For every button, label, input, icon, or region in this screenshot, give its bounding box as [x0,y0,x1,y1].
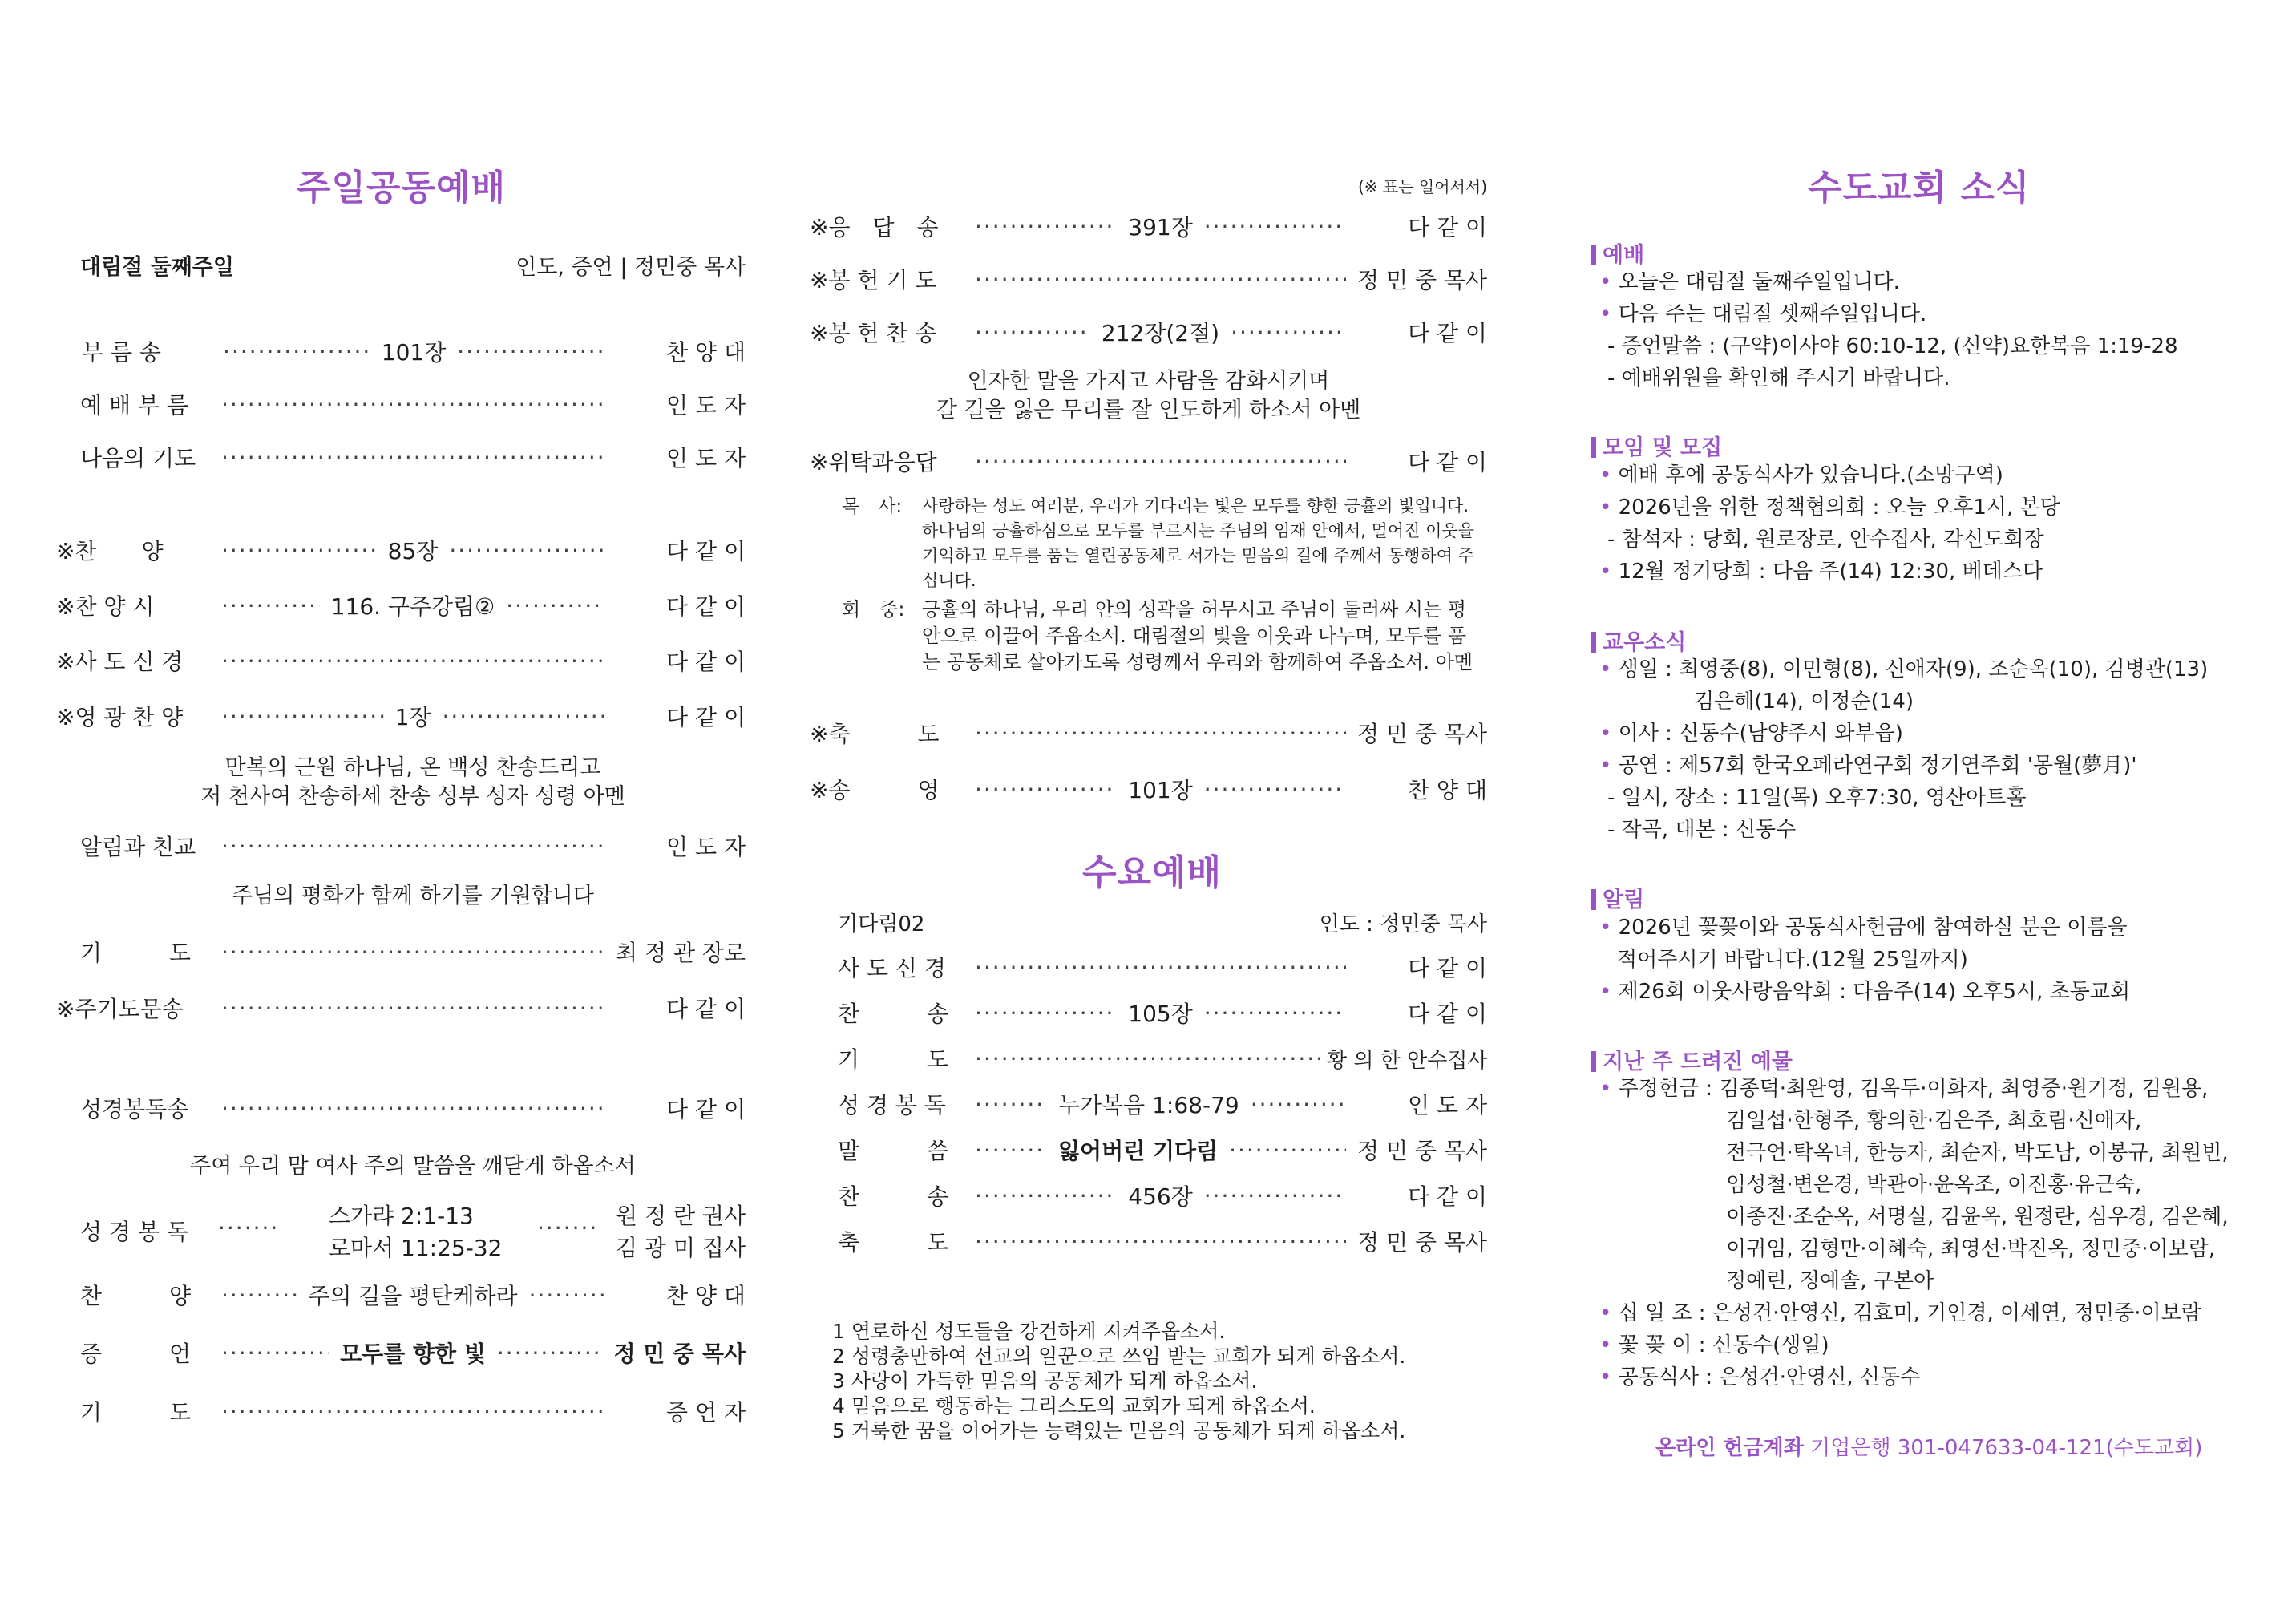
dots: ······· [218,1215,280,1241]
order-performer: 다 같 이 [666,996,746,1022]
scripture-prayer-line: 주여 우리 맘 여사 주의 말씀을 깨닫게 하옵소서 [190,1154,636,1179]
order-hymn: 391장 [1128,214,1193,241]
prayer-item: 3 사랑이 가득한 믿음의 공동체가 되게 하옵소서. [832,1369,1258,1393]
offering-prayer-line: 갈 길을 잃은 무리를 잘 인도하게 하소서 아멘 [936,398,1361,423]
sunday-worship-title: 주일공동예배 [297,168,507,208]
order-item [80,441,746,473]
order-label: 성경봉독송 [80,1096,189,1122]
order-performer: 인 도 자 [666,834,746,860]
order-item [838,1179,1487,1211]
pastor-label: 목 사: [842,496,903,517]
news-item: - 증언말씀 : (구약)이사야 60:10-12, (신약)요한복음 1:19-28 [1607,330,2178,362]
dots: ······· [537,1215,599,1241]
order-item [56,700,746,732]
order-hymn: 101장 [381,339,447,366]
order-performer: 다 같 이 [666,593,746,620]
order-item [810,717,1487,749]
leader-name: 인도, 증언 | 정민중 목사 [515,254,746,280]
prayer-item: 1 연로하신 성도들을 강건하게 지켜주옵소서. [832,1320,1226,1343]
order-hymn: 116. 구주강림② [330,593,495,620]
order-label: 성 경 봉 독 [838,1092,946,1118]
order-label: ※사 도 신 경 [56,649,184,675]
order-item [810,316,1487,348]
order-item [810,210,1487,242]
order-performer: 다 같 이 [1408,1001,1487,1027]
order-performer: 다 같 이 [666,649,746,675]
order-item [838,1134,1487,1166]
sermon-title: 잃어버린 기다림 [1058,1138,1219,1164]
news-item: • 주정헌금 : 김종덕·최완영, 김옥두·이화자, 최영중·원기정, 김원용, [1599,1073,2208,1105]
news-item: • 2026년 꽃꽂이와 공동식사헌금에 참여하실 분은 이름을 [1599,912,2128,944]
section-offerings: 지난 주 드려진 예물 [1591,1044,1793,1075]
order-item [56,992,746,1024]
order-item [80,830,746,862]
order-item [80,1395,746,1427]
order-label: ※찬 양 시 [56,593,155,620]
order-item [838,951,1487,983]
church-news-title: 수도교회 소식 [1808,168,2031,208]
order-label: ※봉 헌 기 도 [810,267,937,293]
news-item: - 참석자 : 당회, 원로장로, 안수집사, 각신도회장 [1607,524,2044,556]
news-item: • 꽃 꽂 이 : 신동수(생일) [1599,1329,1829,1361]
order-item [80,936,746,968]
order-item [80,1092,746,1124]
order-label: 말 씀 [838,1138,949,1164]
sunday-label [80,249,746,281]
news-item-continued: 김일섭·한형주, 황의한·김은주, 최호림·신애자, [1726,1109,2142,1133]
news-item-continued: 이귀임, 김형만·이혜숙, 최영선·박진옥, 정민중·이보람, [1726,1237,2216,1261]
news-item: • 공연 : 제57회 한국오페라연구회 정기연주회 '몽월(夢月)' [1599,750,2137,782]
news-item-continued: 김은혜(14), 이정순(14) [1694,690,1914,714]
news-item: • 제26회 이웃사랑음악회 : 다음주(14) 오후5시, 초동교회 [1599,976,2130,1008]
order-item [810,445,1487,477]
pastor-text: 사랑하는 성도 여러분, 우리가 기다리는 빛은 모두를 향한 긍휼의 빛입니다. 하나님의 긍휼하심으로 모두를 부르시는 주님의 임재 안에서, 멀어진 이웃을 기억하고 모두를 품는 열린공동체로 서가는 믿음의 길에 주께서 동행하여 주십니다. [922,496,1474,590]
news-item-continued: 임성철·변은경, 박관아·윤옥조, 이진홍·유근숙, [1726,1173,2142,1197]
news-item: - 작곡, 대본 : 신동수 [1607,814,1796,846]
order-item [838,1225,1487,1257]
order-label: 기 도 [838,1046,949,1073]
news-item: • 2026년을 위한 정책협의회 : 오늘 오후1시, 본당 [1599,491,2060,524]
order-label: 찬 송 [838,1001,949,1027]
order-hymn: 1장 [394,704,431,730]
section-notices: 알림 [1591,882,1644,913]
order-item [838,1088,1487,1120]
news-item: • 생일 : 최영중(8), 이민형(8), 신애자(9), 조순옥(10), 김병관(13) [1599,653,2208,686]
order-performer: 찬 양 대 [666,1283,746,1309]
order-item [80,1279,746,1311]
order-performer: 다 같 이 [1408,320,1487,346]
order-performer: 다 같 이 [666,1096,746,1122]
account-number: 기업은행 301-047633-04-121(수도교회) [1810,1436,2203,1460]
order-label: 부 름 송 [82,339,161,366]
order-performer: 인 도 자 [666,392,746,419]
order-performer: 정 민 중 목사 [1357,1138,1487,1164]
order-label: ※봉 헌 찬 송 [810,320,937,346]
order-item [80,335,746,367]
wednesday-header [838,906,1487,938]
news-item: • 예배 후에 공동식사가 있습니다.(소망구역) [1599,459,2003,491]
order-label: 찬 양 [80,1283,192,1309]
order-performer: 증 언 자 [666,1399,746,1426]
order-label: ※응 답 송 [810,214,939,241]
sunday-name: 대림절 둘째주일 [80,254,234,280]
prayer-item: 4 믿음으로 행동하는 그리스도의 교회가 되게 하옵소서. [832,1394,1316,1418]
section-members: 교우소식 [1591,625,1686,656]
order-performer: 정 민 중 목사 [613,1341,746,1367]
order-performer: 정 민 중 목사 [1357,721,1487,747]
order-label: 성 경 봉 독 [80,1219,188,1245]
news-item-continued: 적어주시기 바랍니다.(12월 25일까지) [1617,948,1968,972]
order-label: 나음의 기도 [80,445,196,471]
reading-passage: 스가랴 2:1-13 [329,1203,474,1229]
wednesday-worship-title: 수요예배 [1082,852,1223,893]
order-item [838,997,1487,1029]
order-performer: 다 같 이 [666,538,746,564]
order-item [810,263,1487,295]
news-item-continued: 전극언·탁옥녀, 한능자, 최순자, 박도남, 이봉규, 최원빈, [1726,1141,2229,1165]
doxology-line: 만복의 근원 하나님, 온 백성 찬송드리고 [224,755,601,780]
order-label: ※영 광 찬 양 [56,704,184,730]
order-label: ※찬 양 [56,538,164,564]
order-item [56,534,746,566]
order-item [838,1042,1487,1074]
peace-line: 주님의 평화가 함께 하기를 기원합니다 [232,884,594,908]
wednesday-leader: 인도 : 정민중 목사 [1319,912,1487,936]
news-item: - 일시, 장소 : 11일(목) 오후7:30, 영산아트홀 [1607,782,2027,814]
order-passage: 누가복음 1:68-79 [1058,1092,1239,1118]
order-label: 사 도 신 경 [838,955,946,981]
order-label: 알림과 친교 [80,834,196,860]
order-hymn: 85장 [387,538,439,564]
order-label: 축 도 [838,1229,949,1256]
congregation-text: 긍휼의 하나님, 우리 안의 성곽을 허무시고 주님이 둘러싸 시는 평안으로 이끌어 주옵소서. 대림절의 빛을 이웃과 나누며, 모두를 품는 공동체로 살아가도록 성령께서 우리와 함께하여 주옵소서. 아멘 [922,598,1473,673]
order-label: 기 도 [80,1399,192,1426]
order-performer: 찬 양 대 [666,339,746,366]
offering-prayer-line: 인자한 말을 가지고 사람을 감화시키며 [967,369,1330,394]
news-item: - 예배위원을 확인해 주시기 바랍니다. [1607,362,1950,394]
section-worship: 예배 [1591,237,1644,269]
scripture-reading [80,1197,746,1261]
order-performer: 다 같 이 [1408,955,1487,981]
news-item: • 12월 정기당회 : 다음 주(14) 12:30, 베데스다 [1599,556,2043,588]
order-performer: 찬 양 대 [1408,777,1487,803]
order-label: 증 언 [80,1341,192,1367]
news-item-continued: 이종진·조순옥, 서명실, 김윤옥, 원정란, 심우경, 김은혜, [1726,1205,2229,1229]
order-item [80,388,746,420]
prayer-item: 5 거룩한 꿈을 이어가는 능력있는 믿음의 공동체가 되게 하옵소서. [832,1419,1406,1442]
order-performer: 원 정 란 권사 [616,1203,746,1229]
order-performer: 다 같 이 [1408,214,1487,241]
order-performer: 정 민 중 목사 [1357,1229,1487,1256]
order-label: ※축 도 [810,721,940,747]
order-performer: 다 같 이 [1408,449,1487,475]
order-label: 찬 송 [838,1183,949,1210]
order-hymn: 456장 [1128,1183,1193,1210]
prayer-item: 2 성령충만하여 선교의 일꾼으로 쓰임 받는 교회가 되게 하옵소서. [832,1345,1406,1368]
order-label: ※송 영 [810,777,940,803]
order-hymn: 105장 [1128,1001,1193,1027]
order-performer: 김 광 미 집사 [616,1235,746,1261]
order-performer: 정 민 중 목사 [1357,267,1487,293]
order-performer: 다 같 이 [1408,1183,1487,1210]
news-item: • 오늘은 대림절 둘째주일입니다. [1599,266,1900,298]
order-hymn: 101장 [1128,777,1193,803]
sermon-title: 모두를 향한 빛 [340,1341,486,1367]
order-item [80,1337,746,1369]
order-hymn: 212장(2절) [1101,320,1220,346]
account-label: 온라인 헌금계좌 [1655,1436,1804,1460]
order-label: 예 배 부 름 [80,392,188,419]
news-item: • 십 일 조 : 은성건·안영신, 김효미, 기인경, 이세연, 정민중·이보람 [1599,1297,2201,1329]
order-performer: 황 의 한 안수집사 [1327,1048,1488,1073]
order-item [810,773,1487,805]
order-item [56,645,746,677]
congregation-label: 회 중: [842,598,905,621]
order-item [56,589,746,621]
order-performer: 다 같 이 [666,704,746,730]
order-label: ※주기도문송 [56,996,184,1022]
order-performer: 인 도 자 [1408,1092,1487,1118]
order-label: ※위탁과응답 [810,449,937,475]
news-item: • 공동식사 : 은성건·안영신, 신동수 [1599,1361,1920,1393]
section-meetings: 모임 및 모집 [1591,430,1722,461]
order-performer: 인 도 자 [666,445,746,471]
reading-passage: 로마서 11:25-32 [329,1235,503,1261]
order-label: 기 도 [80,940,192,966]
order-hymn: 주의 길을 평탄케하라 [308,1283,518,1309]
news-item-continued: 정예린, 정예솔, 구본아 [1726,1269,1934,1293]
order-performer: 최 정 관 장로 [616,940,746,966]
online-offering-account [1655,1431,2202,1461]
doxology-line: 저 천사여 찬송하세 찬송 성부 성자 성령 아멘 [200,784,625,809]
wednesday-week: 기다림02 [838,912,925,936]
news-item: • 이사 : 신동수(남양주시 와부읍) [1599,718,1903,750]
news-item: • 다음 주는 대림절 셋째주일입니다. [1599,298,1926,330]
prayer-list [832,1319,1405,1443]
standing-note: (※ 표는 일어서서) [1358,177,1487,196]
